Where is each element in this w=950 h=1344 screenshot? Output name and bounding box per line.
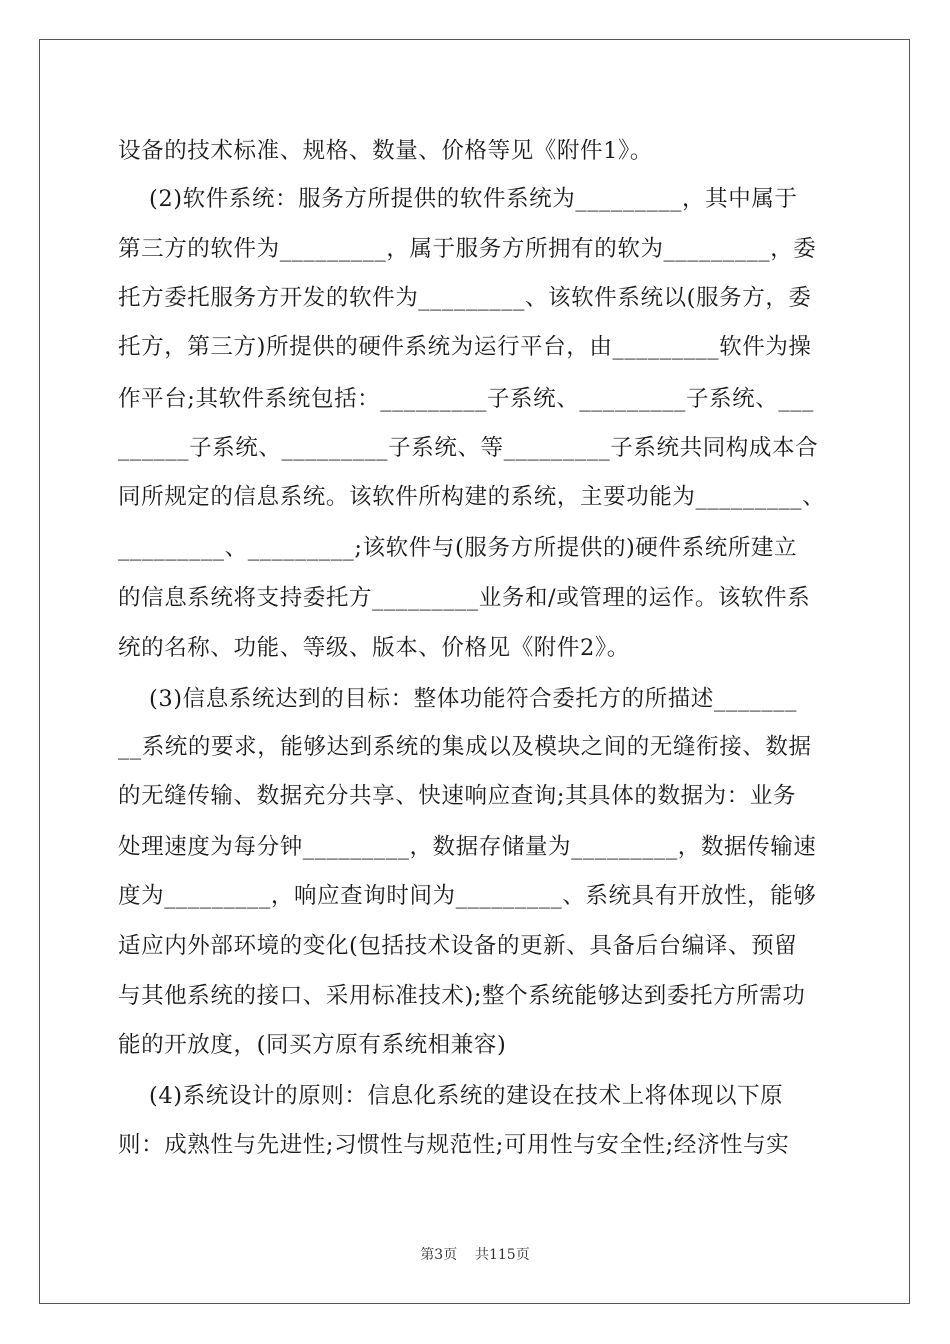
text-line: 统的名称、功能、等级、版本、价格见《附件2》。: [118, 635, 630, 661]
text-line: 的无缝传输、数据充分共享、快速响应查询;其具体的数据为：业务: [118, 783, 797, 809]
text-line: __系统的要求，能够达到系统的集成以及模块之间的无缝衔接、数据: [118, 734, 812, 760]
text-line: 的信息系统将支持委托方_________业务和/或管理的运作。该软件系: [118, 585, 811, 611]
text-line: 适应内外部环境的变化(包括技术设备的更新、具备后台编译、预留: [118, 933, 798, 959]
text-line: 与其他系统的接口、采用标准技术);整个系统能够达到委托方所需功: [118, 983, 806, 1009]
text-line: 托方委托服务方开发的软件为_________、该软件系统以(服务方，委: [118, 285, 812, 311]
text-line: 处理速度为每分钟_________，数据存储量为_________，数据传输速: [118, 834, 817, 860]
text-line: 同所规定的信息系统。该软件所构建的系统，主要功能为_________、: [118, 484, 826, 510]
text-line: 托方，第三方)所提供的硬件系统为运行平台，由_________软件为操: [118, 334, 812, 360]
text-line: ______子系统、_________子系统、等_________子系统共同构成本合: [118, 435, 819, 461]
text-line: 能的开放度，(同买方原有系统相兼容): [118, 1032, 507, 1058]
text-line: 第三方的软件为_________，属于服务方所拥有的软为_________，委: [118, 236, 817, 262]
text-line: (2)软件系统：服务方所提供的软件系统为_________，其中属于: [118, 186, 798, 212]
page-border: [39, 39, 910, 1304]
text-line: (4)系统设计的原则：信息化系统的建设在技术上将体现以下原: [118, 1083, 784, 1109]
page-number: 第3页 共115页: [420, 1247, 530, 1263]
text-line: 则：成熟性与先进性;习惯性与规范性;可用性与安全性;经济性与实: [118, 1132, 790, 1158]
text-line: 度为_________，响应查询时间为_________、系统具有开放性，能够: [118, 883, 817, 909]
text-line: 设备的技术标准、规格、数量、价格等见《附件1》。: [118, 138, 653, 164]
text-line: _________、_________;该软件与(服务方所提供的)硬件系统所建立: [118, 535, 798, 561]
text-line: 作平台;其软件系统包括：_________子系统、_________子系统、___: [118, 386, 814, 412]
text-line: (3)信息系统达到的目标：整体功能符合委托方的所描述_______: [118, 686, 797, 712]
